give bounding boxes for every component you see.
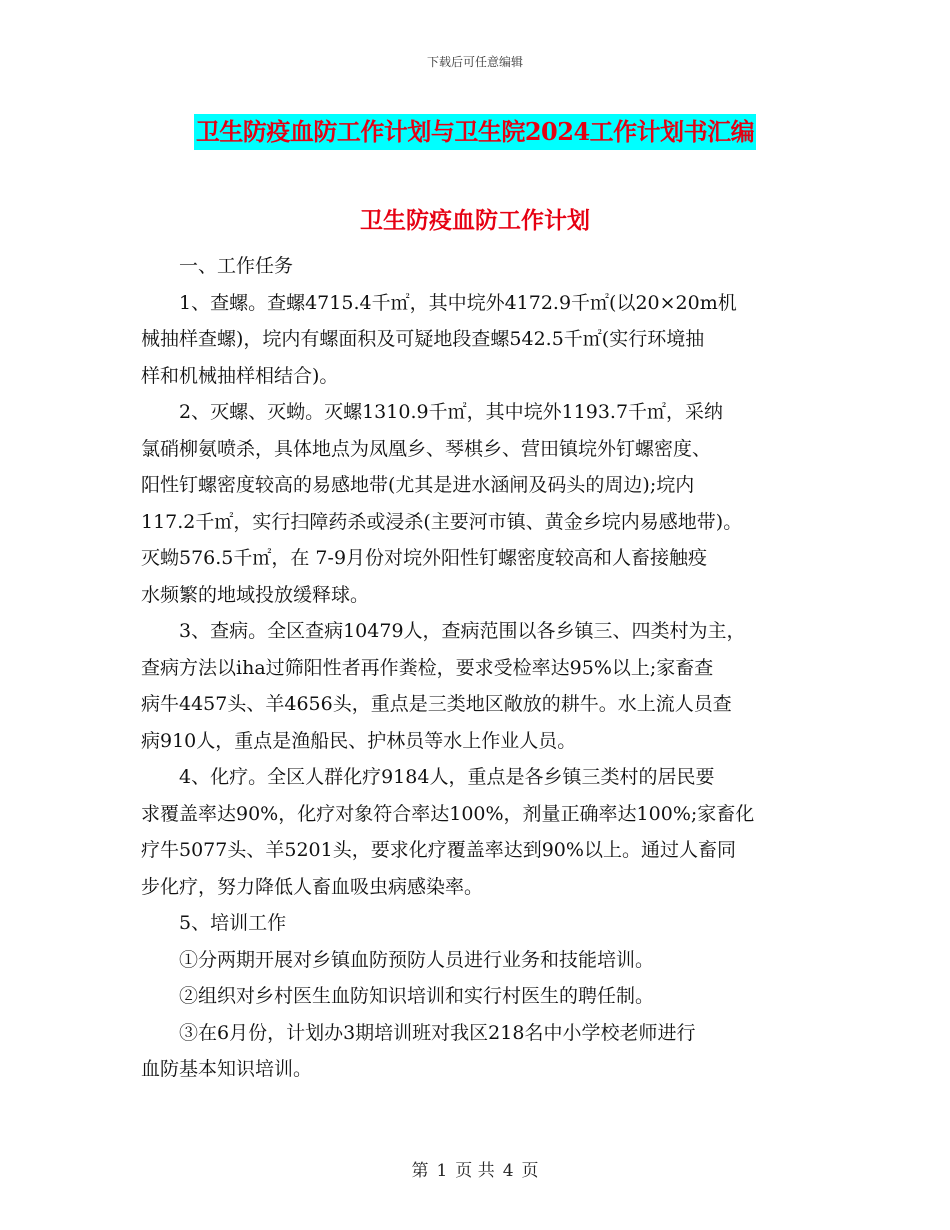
text-line: 3、查病。全区查病10479人，查病范围以各乡镇三、四类村为主，: [179, 620, 746, 642]
text-line: 步化疗，努力降低人畜血吸虫病感染率。: [141, 875, 484, 898]
text-line: 械抽样查螺)，垸内有螺面积及可疑地段查螺542.5千㎡(实行环境抽: [141, 328, 705, 350]
text-line: ①分两期开展对乡镇血防预防人员进行业务和技能培训。: [179, 948, 655, 971]
text-line: 血防基本知识培训。: [141, 1058, 313, 1080]
text-line: 一、工作任务: [179, 255, 294, 277]
page-prefix: 第: [411, 1161, 429, 1181]
doc-title-wrap: [0, 114, 950, 150]
text-line: ②组织对乡村医生血防知识培训和实行村医生的聘任制。: [179, 985, 655, 1007]
section-title: 卫生防疫血防工作计划: [360, 207, 590, 234]
text-line: ③在6月份，计划办3期培训班对我区218名中小学校老师进行: [179, 1021, 696, 1044]
text-line: 117.2千㎡，实行扫障药杀或浸杀(主要河市镇、黄金乡垸内易感地带)。: [141, 510, 743, 533]
page-total: 4: [502, 1161, 514, 1181]
header-note: 下载后可任意编辑: [426, 55, 523, 69]
text-line: 疗牛5077头、羊5201头，要求化疗覆盖率达到90%以上。通过人畜同: [141, 839, 736, 861]
text-line: 灭蚴576.5千㎡，在 7-9月份对垸外阳性钉螺密度较高和人畜接触疫: [141, 547, 708, 569]
page-suffix: 页: [521, 1161, 539, 1181]
text-line: 1、查螺。查螺4715.4千㎡，其中垸外4172.9千㎡(以20×20m机: [179, 291, 737, 314]
text-line: 2、灭螺、灭蚴。灭螺1310.9千㎡，其中垸外1193.7千㎡，采纳: [179, 401, 724, 423]
text-line: 氯硝柳氨喷杀，具体地点为凤凰乡、琴棋乡、营田镇垸外钉螺密度、: [141, 437, 712, 460]
text-line: 求覆盖率达90%，化疗对象符合率达100%，剂量正确率达100%;家畜化: [141, 802, 755, 825]
body-text: [141, 248, 821, 1088]
text-line: 4、化疗。全区人群化疗9184人，重点是各乡镇三类村的居民要: [179, 766, 715, 788]
text-line: 查病方法以iha过筛阳性者再作粪检，要求受检率达95%以上;家畜查: [141, 656, 714, 679]
page-current: 1: [436, 1161, 448, 1181]
text-line: 5、培训工作: [179, 912, 287, 934]
text-line: 病910人，重点是渔船民、护林员等水上作业人员。: [141, 729, 577, 752]
text-line: 水频繁的地域投放缓释球。: [141, 583, 370, 606]
text-line: 阳性钉螺密度较高的易感地带(尤其是进水涵闸及码头的周边);垸内: [141, 474, 695, 496]
page-footer: [0, 1156, 950, 1181]
text-line: 样和机械抽样相结合)。: [141, 364, 339, 387]
page-mid: 页 共: [455, 1161, 495, 1181]
text-line: 病牛4457头、羊4656头，重点是三类地区敞放的耕牛。水上流人员查: [141, 693, 732, 715]
doc-title: 卫生防疫血防工作计划与卫生院2024工作计划书汇编: [194, 114, 756, 150]
